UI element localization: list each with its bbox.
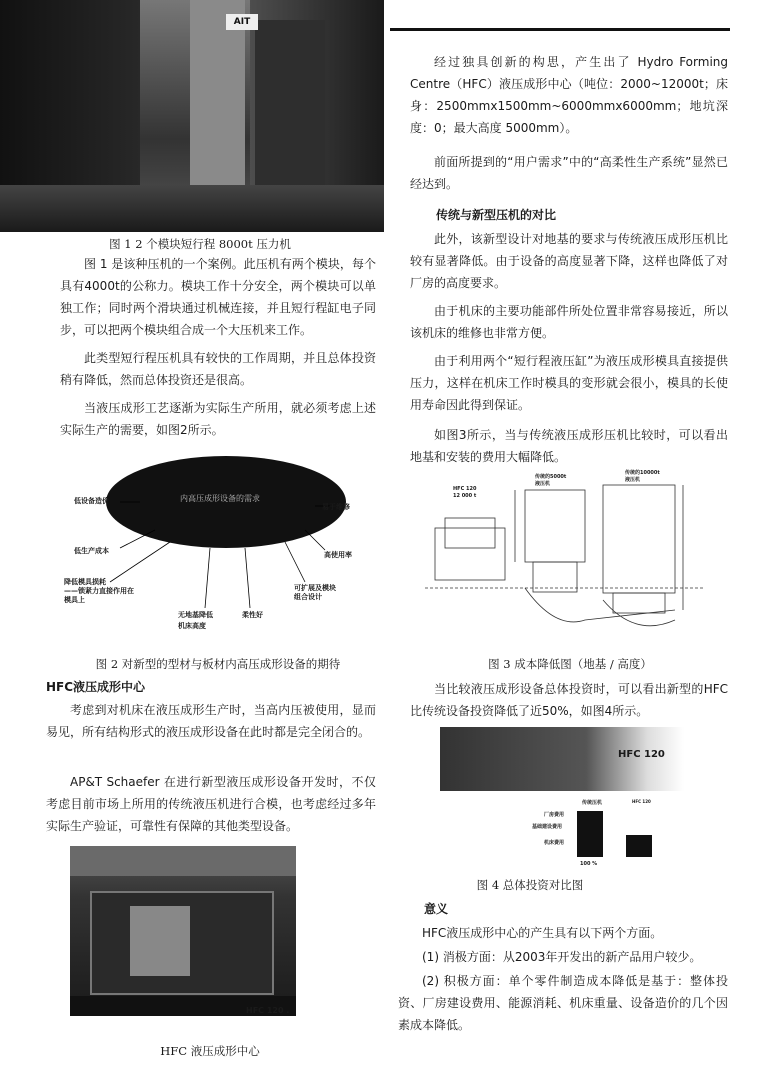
right-paragraph-6: 如图3所示，当与传统液压成形压机比较时，可以看出地基和安装的费用大幅降低。 — [410, 428, 728, 464]
fig2-label-low-cost: 低设备造价 — [74, 497, 109, 505]
right-paragraph-3: 此外，该新型设计对地基的要求与传统液压成形压机比较有显著降低。由于设备的高度显著下降，这样也降低了对厂房的高度要求。 — [410, 232, 728, 290]
fig2-label-low-production-cost: 低生产成本 — [74, 547, 109, 555]
left-paragraph-5: AP&T Schaefer 在进行新型液压成形设备开发时，不仅考虑目前市场上所用的传统液压机进行合模，也考虑经过多年实际生产验证，可靠性有保障的其他类型设备。 — [46, 775, 376, 833]
fig2-label-tool-wear: 降低模具损耗 ——锁紧力直接作用在 模具上 — [64, 578, 134, 604]
figure3-drawing — [425, 470, 715, 640]
right-paragraph-10: (2) 积极方面：单个零件制造成本降低是基于：整体投资、厂房建设费用、能源消耗、机床重量、设备造价的几个因素成本降低。 — [398, 974, 728, 1032]
fig4-axis: 100 % — [580, 861, 598, 867]
fig3-trad5000-label: 传统的5000t 液压机 — [535, 474, 567, 487]
figure2-diagram — [60, 450, 376, 650]
figure2-caption: 图 2 对新型的型材与板材内高压成形设备的期待 — [95, 657, 341, 671]
fig4-row-2: 基础建设费用 — [532, 824, 563, 830]
hfc-photo — [70, 846, 296, 1016]
fig4-bar-trad — [577, 811, 603, 857]
hfc-photo-label: HFC 120 . — [246, 1006, 290, 1015]
fig4-col-trad: 传统压机 — [582, 800, 603, 806]
right-paragraph-2: 前面所提到的“用户需求”中的“高柔性生产系统”显然已经达到。 — [410, 155, 728, 191]
right-paragraph-1: 经过独具创新的构思，产生出了 Hydro Forming Centre（HFC）液压成形中心（吨位：2000~12000t；床身：2500mmx1500mm~6000mmx6000mm；地坑深度：0；最大高度 5000mm）。 — [410, 55, 728, 135]
figure1-photo — [0, 0, 384, 232]
fig4-bar-hfc — [626, 835, 652, 857]
right-paragraph-5: 由于利用两个“短行程液压缸”为液压成形模具直接提供压力，这样在机床工作时模具的变形就会很小，模具的长使用寿命因此得到保证。 — [410, 354, 728, 412]
left-paragraph-3: 当液压成形工艺逐渐为实际生产所用，就必须考虑上述实际生产的需要，如图2所示。 — [60, 401, 376, 437]
right-paragraph-4: 由于机床的主要功能部件所处位置非常容易接近，所以该机床的维修也非常方便。 — [410, 304, 728, 340]
fig3-hfc-label: HFC 120 12 000 t — [453, 486, 477, 499]
left-paragraph-2: 此类型短行程压机具有较快的工作周期，并且总体投资稍有降低，然而总体投资还是很高。 — [60, 351, 376, 387]
figure4-caption: 图 4 总体投资对比图 — [476, 878, 584, 892]
press-logo: AIT — [226, 14, 258, 30]
fig2-label-modular: 可扩展及模块 组合设计 — [294, 584, 336, 601]
heading-significance: 意义 — [424, 902, 449, 916]
right-paragraph-9: (1) 消极方面：从2003年开发出的新产品用户较少。 — [422, 950, 702, 964]
fig2-center-label: 内高压成形设备的需求 — [180, 494, 260, 503]
hfc-photo-caption: HFC 液压成形中心 — [160, 1044, 260, 1058]
fig2-label-maintenance: 易于维修 — [322, 503, 350, 511]
fig4-title: HFC 120 — [618, 749, 665, 760]
fig2-label-flexible: 柔性好 — [242, 611, 263, 619]
heading-hfc: HFC液压成形中心 — [46, 680, 146, 694]
fig3-trad10000-label: 传统的10000t 液压机 — [625, 470, 660, 483]
fig4-row-1: 厂房费用 — [544, 812, 565, 818]
column-rule — [390, 28, 730, 31]
left-paragraph-4: 考虑到对机床在液压成形生产时，当高内压被使用，显而易见，所有结构形式的液压成形设备在此时都是完全闭合的。 — [46, 703, 376, 739]
fig2-label-high-usage: 高使用率 — [324, 551, 352, 559]
figure1-caption: 图 1 2 个模块短行程 8000t 压力机 — [109, 237, 291, 251]
figure4-chart — [440, 727, 684, 877]
heading-comparison: 传统与新型压机的对比 — [436, 208, 557, 222]
right-paragraph-7: 当比较液压成形设备总体投资时，可以看出新型的HFC比传统设备投资降低了近50%，如图4所示。 — [410, 682, 728, 718]
fig4-row-3: 机床费用 — [544, 840, 565, 846]
figure3-caption: 图 3 成本降低图（地基 / 高度） — [488, 657, 652, 671]
left-paragraph-1: 图 1 是该种压机的一个案例。此压机有两个模块，每个具有4000t的公称力。模块工作十分安全，两个模块可以单独工作；同时两个滑块通过机械连接，并且短行程缸电子同步，可以把两个模块组合成一个大压机来工作。 — [60, 257, 376, 337]
fig2-label-no-foundation: 无地基降低 机床高度 — [178, 611, 213, 630]
right-paragraph-8: HFC液压成形中心的产生具有以下两个方面。 — [422, 926, 663, 940]
fig4-col-hfc: HFC 120 — [632, 799, 651, 804]
